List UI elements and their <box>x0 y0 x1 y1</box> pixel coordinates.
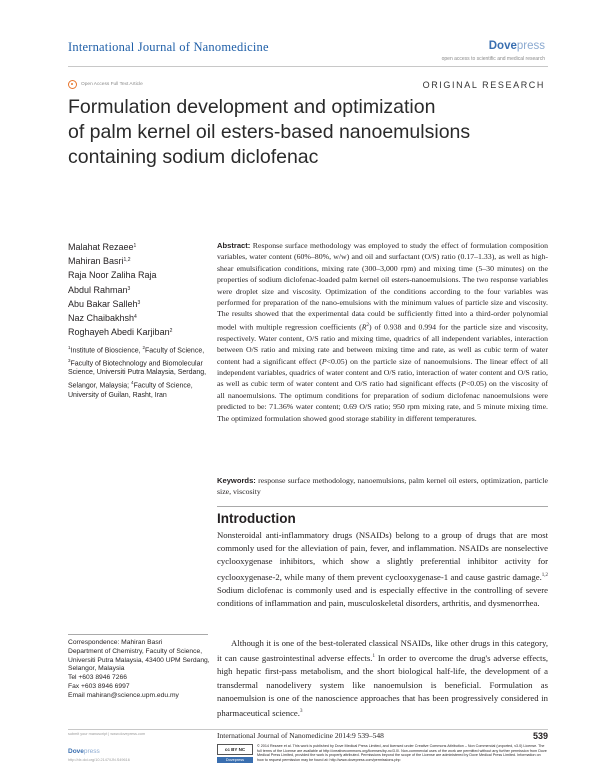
citation-sup[interactable]: 1,2 <box>541 572 548 578</box>
correspondence <box>68 639 213 701</box>
paragraph-text: In order to overcome the drug's adverse effects, high hepatic first-pass metabolism, and the short biological half-life, the development of a transdermal nanodelivery system like nanoemulsion is beneficial. Formulation as nanoemulsion is one of the nanoscience approaches that has been progressively considered in pharmaceutical science. <box>217 653 548 718</box>
author-name: Roghayeh Abedi Karjiban <box>68 327 170 338</box>
abstract-text: <0.05) on the viscosity of all nanoemulsions. The optimum conditions for preparation of sodium diclofenac nanoemulsions were predicted to be: 71.36% water content; 0.69 O/S ratio; 950 rpm mixing rate, and 5 minute mixing time. The optimized formulation showed good storage stability in different temperatures. <box>217 379 548 423</box>
affiliation-text: Faculty of Science, University of Guilan, Rasht, Iran <box>68 382 193 399</box>
affiliation-text: Faculty of Science, <box>145 347 205 355</box>
author-affiliation-sup: 2 <box>169 328 173 335</box>
abstract-text: Response surface methodology was employed to study the effect of formulation composition variables, water content (60%–80%, w/w) and oil and surfactant (O/S) ratio (0.17–1.33), as well as high-shear emulsification conditions, mixing rate (300–3,000 rpm) and mixing time (5–30 minutes) on the properties of sodium diclofenac-loaded palm kernel oil esters-nanoemulsions. The two response variables were droplet size and viscosity. Optimization of the conditions according to the four variables was performed for preparation of the nano-emulsions with the minimum values of particle size and viscosity. The results showed that the experimental data could be sufficiently fitted into a third-order polynomial model with multiple regression coefficients ( <box>217 241 548 332</box>
keywords <box>217 475 548 498</box>
author-name-line-b: Abdul Rahman <box>68 284 128 295</box>
abstract-r-sup: 2 <box>366 322 369 328</box>
citation-sup[interactable]: 3 <box>299 708 303 714</box>
author-name-line-a: Raja Noor Zaliha Raja <box>68 270 157 281</box>
author <box>68 297 218 311</box>
section-heading: Introduction <box>217 511 296 526</box>
submit-manuscript-link[interactable]: submit your manuscript | www.dovepress.com <box>68 732 146 736</box>
publisher-logo-light: press <box>516 40 545 52</box>
abstract-p-symbol: P <box>321 356 327 366</box>
author-affiliation-sup: 3 <box>137 299 141 306</box>
author-affiliation-sup: 3 <box>127 285 131 292</box>
correspondence-name: Correspondence: Mahiran Basri <box>68 639 163 646</box>
footer-publisher-logo[interactable] <box>68 748 100 755</box>
author <box>68 325 218 339</box>
keywords-label: Keywords: <box>217 476 256 485</box>
journal-title: International Journal of Nanomedicine <box>68 40 269 54</box>
footer-journal-reference: International Journal of Nanomedicine 2014:9 539–548 <box>217 731 384 740</box>
affiliations <box>68 343 213 400</box>
abstract <box>217 240 548 424</box>
article-type: ORIGINAL RESEARCH <box>422 80 545 90</box>
abstract-label: Abstract: <box>217 241 251 250</box>
publisher-logo[interactable] <box>489 40 545 52</box>
title-line-3: containing sodium diclofenac <box>68 146 319 168</box>
correspondence-email[interactable]: Email mahiran@science.upm.edu.my <box>68 691 179 699</box>
open-access-label: Open Access Full Text Article <box>81 82 143 87</box>
author-affiliation-sup: 1,2 <box>123 257 131 264</box>
creative-commons-icon[interactable]: cc BY NC <box>217 744 253 755</box>
author <box>68 268 218 282</box>
doi-link[interactable]: http://dx.doi.org/10.2147/IJN.S49616 <box>68 758 130 762</box>
abstract-r-symbol: R <box>361 322 367 332</box>
open-access-icon <box>68 80 77 89</box>
affiliation-sup: 1 <box>68 345 71 350</box>
author-name: Malahat Rezaee <box>68 242 134 252</box>
author-list <box>68 240 218 339</box>
affiliation-sup: 2 <box>142 345 146 350</box>
affiliation-text: Institute of Bioscience, <box>70 347 143 355</box>
affiliation-text: Faculty of Biotechnology and Biomolecular Science, Universiti Putra Malaysia, Serdang, Selangor, Malaysia; <box>68 360 207 390</box>
author <box>68 311 218 325</box>
paragraph-text: Sodium diclofenac is commonly used and is especially effective in the controlling of severe conditions of inflammation and pain, musculoskeletal disorders, arthritis, and dysmenorrhea. <box>217 584 548 608</box>
abstract-text: <0.05) on the particle size of nanoemulsions. The linear effect of all independent variables, quadrics of water content and O/S ratio, interaction of water content and O/S ratio, as well as cubic term of water content and O/S ratio had significant effects ( <box>217 356 548 389</box>
affiliation-sup: 4 <box>131 379 134 385</box>
dovepress-mini-logo: Dovepress <box>217 757 253 763</box>
abstract-p-symbol: P <box>461 379 466 389</box>
keywords-text: response surface methodology, nanoemulsions, palm kernel oil esters, optimization, particle size, viscosity <box>217 476 548 497</box>
publisher-tagline: open access to scientific and medical research <box>441 56 545 62</box>
header-divider <box>68 66 548 67</box>
footer-logo-bold: Dove <box>68 748 84 755</box>
correspondence-divider <box>68 634 208 635</box>
paragraph-text: Although it is one of the best-tolerated classical NSAIDs, like other drugs in this category, it can cause gastrointestinal adverse effects. <box>217 638 548 664</box>
citation-sup[interactable]: 1 <box>372 654 375 660</box>
author-affiliation-sup: 1 <box>133 243 137 249</box>
paragraph-text: Nonsteroidal anti-inflammatory drugs (NSAIDs) belong to a group of drugs that are most commonly used for the alleviation of pain, fever, and inflammation. NSAIDs are nonselective cyclooxygenase inhibitors, which show a slightly preferential inhibitor activity for cyclooxygenase-2, while many of them prevent cyclooxygenase-1 and cause gastric damage. <box>217 530 548 582</box>
abstract-text: ) of 0.938 and 0.994 for the particle size and viscosity, respectively. Water content, O/S ratio and mixing time, quadrics of all independent variables, interaction between O/S ratio and mixing rate and between mixing time and rate, as well as cubic term of water content had a significant effect ( <box>217 322 549 366</box>
intro-paragraph-2 <box>217 637 548 720</box>
correspondence-fax: Fax +603 8946 6997 <box>68 682 130 690</box>
intro-paragraph-1 <box>217 529 548 610</box>
correspondence-address: Department of Chemistry, Faculty of Science, Universiti Putra Malaysia, 43400 UPM Serdang, Selangor, Malaysia <box>68 647 210 673</box>
title-line-2: of palm kernel oil esters-based nanoemulsions <box>68 121 471 143</box>
license-text: © 2014 Rezaee et al. This work is published by Dove Medical Press Limited, and licensed under Creative Commons Attribution – Non Commercial (unported, v3.0) License. The full terms of the License are available at http://creativecommons.org/licenses/by-nc/3.0/. Non-commercial uses of the work are permitted without any further permission from Dove Medical Press Limited, provided the work is properly attributed. Permissions beyond the scope of the License are administered by Dove Medical Press Limited. Information on how to request permission may be found at: http://www.dovepress.com/permissions.php <box>257 744 547 762</box>
footer-logo-light: press <box>83 748 100 755</box>
author <box>68 240 218 254</box>
author-name: Naz Chaibakhsh <box>68 313 135 324</box>
publisher-logo-bold: Dove <box>488 40 517 52</box>
paper-title <box>68 95 538 170</box>
author-name: Abu Bakar Salleh <box>68 298 138 309</box>
title-line-1: Formulation development and optimization <box>68 96 436 118</box>
affiliation-sup: 3 <box>68 357 71 363</box>
author-affiliation-sup: 4 <box>134 314 137 321</box>
author <box>68 283 218 297</box>
correspondence-tel: Tel +603 8946 7266 <box>68 674 127 682</box>
author-name: Mahiran Basri <box>68 256 124 267</box>
open-access-badge <box>68 80 143 89</box>
section-divider <box>217 506 548 507</box>
page-number: 539 <box>532 731 548 741</box>
footer-divider <box>68 729 548 730</box>
author <box>68 254 218 268</box>
